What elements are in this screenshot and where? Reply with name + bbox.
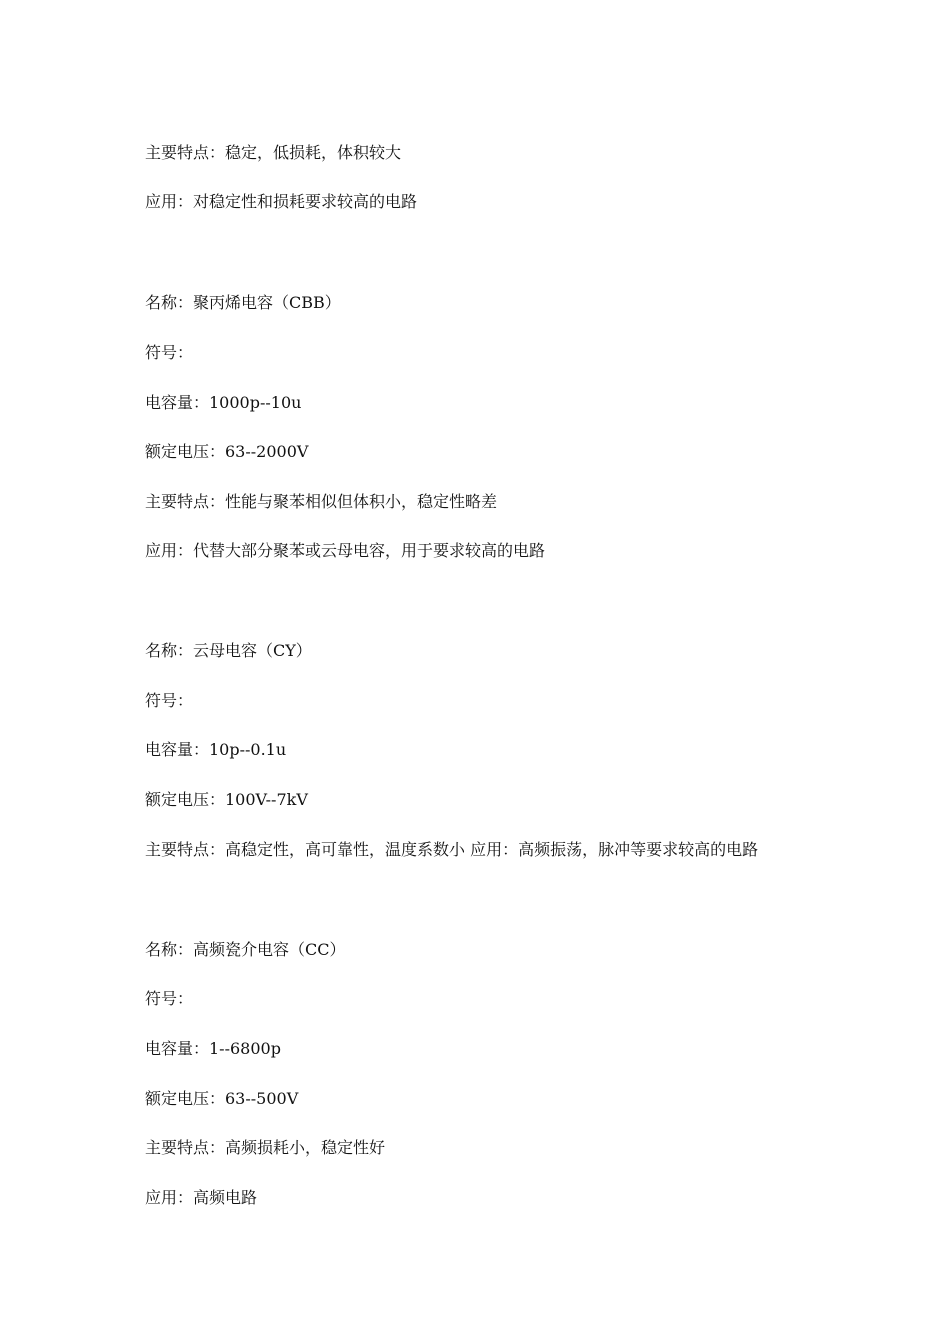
cbb-rated-voltage: 额定电压：63--2000V xyxy=(145,442,309,461)
cbb-application: 应用：代替大部分聚苯或云母电容，用于要求较高的电路 xyxy=(145,541,546,560)
cc-rated-voltage: 额定电压：63--500V xyxy=(145,1089,299,1108)
cy-capacitance: 电容量：10p--0.1u xyxy=(145,740,287,759)
polystyrene-application: 应用：对稳定性和损耗要求较高的电路 xyxy=(145,192,418,211)
cy-name: 名称：云母电容（CY） xyxy=(145,641,312,660)
cy-symbol: 符号： xyxy=(145,691,194,710)
cbb-features: 主要特点：性能与聚苯相似但体积小，稳定性略差 xyxy=(145,492,498,511)
cc-name: 名称：高频瓷介电容（CC） xyxy=(145,940,346,959)
cc-symbol: 符号： xyxy=(145,989,194,1008)
cbb-symbol: 符号： xyxy=(145,343,194,362)
cc-features: 主要特点：高频损耗小，稳定性好 xyxy=(145,1138,386,1157)
cc-application: 应用：高频电路 xyxy=(145,1188,258,1207)
cbb-name: 名称：聚丙烯电容（CBB） xyxy=(145,293,341,312)
polystyrene-features: 主要特点：稳定，低损耗，体积较大 xyxy=(145,143,402,162)
cbb-capacitance: 电容量：1000p--10u xyxy=(145,393,302,412)
cy-features-application: 主要特点：高稳定性，高可靠性，温度系数小 应用：高频振荡，脉冲等要求较高的电路 xyxy=(145,840,759,859)
cc-capacitance: 电容量：1--6800p xyxy=(145,1039,281,1058)
cy-rated-voltage: 额定电压：100V--7kV xyxy=(145,790,308,809)
